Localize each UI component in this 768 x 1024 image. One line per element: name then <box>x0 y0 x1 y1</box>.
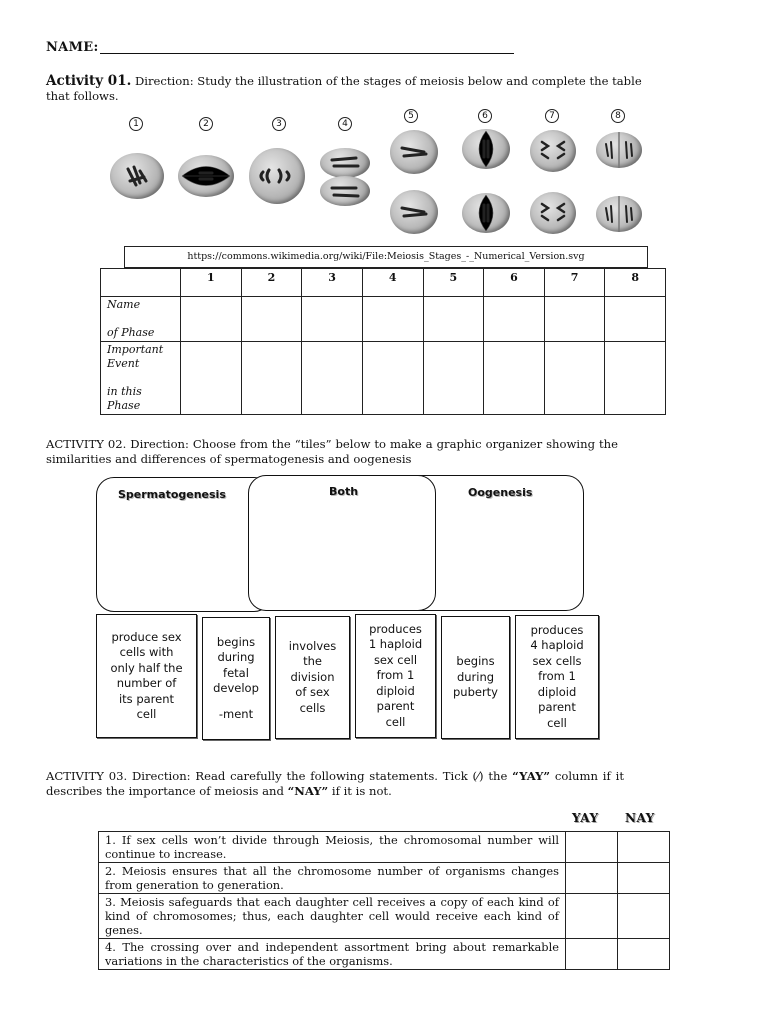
table-header-8: 8 <box>605 269 666 297</box>
both-title: Both <box>329 485 359 498</box>
stage-number-7: 7 <box>545 109 559 123</box>
meiosis-stage-6-cell-top <box>462 129 510 169</box>
tile-produces-1-haploid[interactable]: produces 1 haploid sex cell from 1 diploid parent cell <box>355 614 436 738</box>
tile-produces-4-haploid[interactable]: produces 4 haploid sex cells from 1 diploid parent cell <box>515 615 599 739</box>
nay-cell-4[interactable] <box>618 939 670 970</box>
meiosis-stage-7-cell-bottom <box>530 192 576 234</box>
stage-number-1: 1 <box>129 117 143 131</box>
row-label-important-event: Important Event in this Phase <box>101 342 181 415</box>
table-corner <box>101 269 181 297</box>
phase-name-cell-6[interactable] <box>484 297 545 342</box>
tile-involves-division[interactable]: involves the division of sex cells <box>275 616 350 739</box>
yay-cell-3[interactable] <box>566 894 618 939</box>
statement-3: 3. Meiosis safeguards that each daughter cell receives a copy of each kind of kind of chromosomes; thus, each daughter cell would receive each kind of genes. <box>99 894 566 939</box>
table-header-1: 1 <box>181 269 242 297</box>
event-cell-8[interactable] <box>605 342 666 415</box>
stage-number-2: 2 <box>199 117 213 131</box>
activity1-direction <box>46 74 646 104</box>
meiosis-stage-4-cell-bottom <box>320 176 370 206</box>
meiosis-stage-5-cell-top <box>390 130 438 174</box>
yay-cell-2[interactable] <box>566 863 618 894</box>
phase-name-cell-5[interactable] <box>423 297 484 342</box>
stage-number-3: 3 <box>272 117 286 131</box>
meiosis-stage-8-cell-top <box>596 132 642 168</box>
meiosis-stage-6-cell-bottom <box>462 193 510 233</box>
activity2-label: ACTIVITY 02. <box>46 437 127 451</box>
row-label-name-of-phase: Name of Phase <box>101 297 181 342</box>
table-header-4: 4 <box>362 269 423 297</box>
table-row <box>99 832 670 863</box>
table-header-2: 2 <box>241 269 302 297</box>
phase-name-cell-7[interactable] <box>544 297 605 342</box>
phase-name-cell-2[interactable] <box>241 297 302 342</box>
event-cell-7[interactable] <box>544 342 605 415</box>
statement-1: 1. If sex cells won’t divide through Meiosis, the chromosomal number will continue to increase. <box>99 832 566 863</box>
phase-name-cell-8[interactable] <box>605 297 666 342</box>
event-cell-4[interactable] <box>362 342 423 415</box>
table-row <box>99 939 670 970</box>
meiosis-stage-3-cell <box>249 148 305 204</box>
activity1-label: Activity 01. <box>46 73 132 89</box>
table-header-3: 3 <box>302 269 363 297</box>
event-cell-6[interactable] <box>484 342 545 415</box>
phase-name-cell-1[interactable] <box>181 297 242 342</box>
activity3-label: ACTIVITY 03. <box>46 769 128 783</box>
nay-cell-2[interactable] <box>618 863 670 894</box>
spermatogenesis-title: Spermatogenesis <box>118 488 226 501</box>
phase-table <box>100 268 666 415</box>
source-url: https://commons.wikimedia.org/wiki/File:Meiosis_Stages_-_Numerical_Version.svg <box>124 246 648 268</box>
meiosis-stage-8-cell-bottom <box>596 196 642 232</box>
meiosis-stage-5-cell-bottom <box>390 190 438 234</box>
yay-cell-4[interactable] <box>566 939 618 970</box>
stage-number-6: 6 <box>478 109 492 123</box>
table-header-6: 6 <box>484 269 545 297</box>
tile-begins-puberty[interactable]: begins during puberty <box>441 616 510 739</box>
name-label: NAME: <box>46 40 99 55</box>
nay-cell-1[interactable] <box>618 832 670 863</box>
event-cell-1[interactable] <box>181 342 242 415</box>
activity2-direction <box>46 437 618 467</box>
phase-name-cell-4[interactable] <box>362 297 423 342</box>
table-header-5: 5 <box>423 269 484 297</box>
tile-produce-sex-cells[interactable]: produce sex cells with only half the number of its parent cell <box>96 614 197 738</box>
name-line[interactable] <box>100 53 514 54</box>
event-cell-5[interactable] <box>423 342 484 415</box>
activity2-direction-text: Direction: Choose from the “tiles” below to make a graphic organizer showing the similarities and differences of spermatogenesis and oogenesis <box>46 437 618 466</box>
event-cell-3[interactable] <box>302 342 363 415</box>
stage-number-5: 5 <box>404 109 418 123</box>
table-header-7: 7 <box>544 269 605 297</box>
oogenesis-title: Oogenesis <box>468 486 533 499</box>
tile-begins-fetal-development[interactable]: begins during fetal develop -ment <box>202 617 270 740</box>
phase-name-cell-3[interactable] <box>302 297 363 342</box>
table-row <box>99 863 670 894</box>
event-cell-2[interactable] <box>241 342 302 415</box>
table-row <box>99 894 670 939</box>
meiosis-stage-4-cell-top <box>320 148 370 178</box>
statement-2: 2. Meiosis ensures that all the chromosome number of organisms changes from generation to generation. <box>99 863 566 894</box>
nay-cell-3[interactable] <box>618 894 670 939</box>
meiosis-stage-7-cell-top <box>530 130 576 172</box>
yay-column-header: YAY <box>572 811 599 825</box>
statement-4: 4. The crossing over and independent assortment bring about remarkable variations in the characteristics of the organisms. <box>99 939 566 970</box>
yay-cell-1[interactable] <box>566 832 618 863</box>
stage-number-4: 4 <box>338 117 352 131</box>
meiosis-stage-2-cell <box>178 155 234 197</box>
yay-nay-table <box>98 831 670 970</box>
meiosis-stage-1-cell <box>110 153 164 199</box>
activity3-direction: ACTIVITY 03. Direction: Read carefully the following statements. Tick (⁄) the “YAY” column if it describes the importance of meiosis and “NAY” if it is not. <box>46 769 624 798</box>
nay-column-header: NAY <box>625 811 655 825</box>
activity1-direction-text: Direction: Study the illustration of the stages of meiosis below and complete the table that follows. <box>46 74 642 103</box>
stage-number-8: 8 <box>611 109 625 123</box>
